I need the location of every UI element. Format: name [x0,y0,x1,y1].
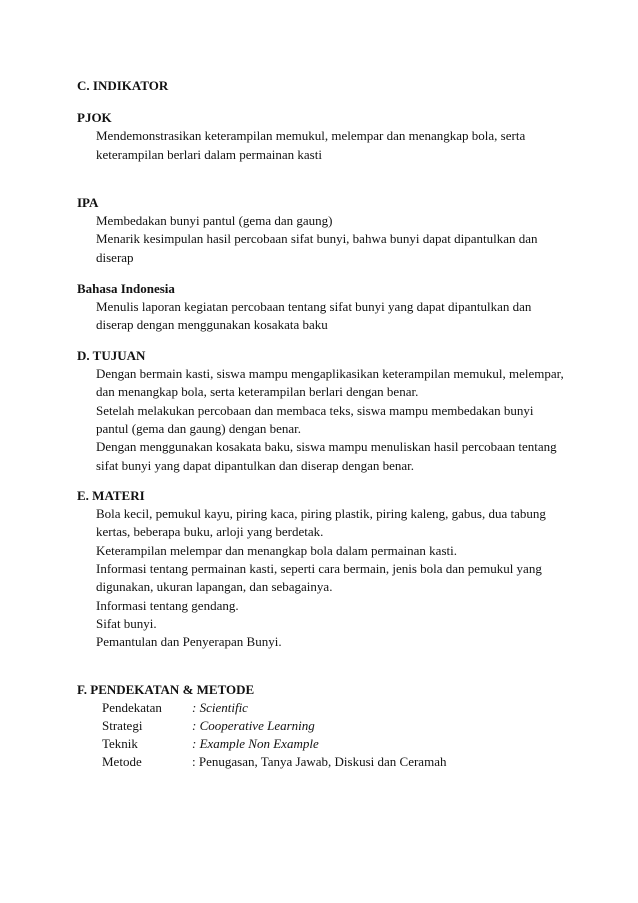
tujuan-line: pantul (gema dan gaung) dengan benar. [96,421,302,436]
materi-line: kertas, beberapa buku, arloji yang berdetak. [96,524,324,539]
metode-row-value: : Example Non Example [192,736,319,751]
bahasa-title: Bahasa Indonesia [77,281,175,296]
materi-line: Pemantulan dan Penyerapan Bunyi. [96,634,282,649]
ipa-title: IPA [77,195,99,210]
ipa-line: diserap [96,250,134,265]
ipa-line: Menarik kesimpulan hasil percobaan sifat bunyi, bahwa bunyi dapat dipantulkan dan [96,231,538,246]
tujuan-line: Setelah melakukan percobaan dan membaca teks, siswa mampu membedakan bunyi [96,403,534,418]
tujuan-line: Dengan menggunakan kosakata baku, siswa mampu menuliskan hasil percobaan tentang [96,439,557,454]
bahasa-line: diserap dengan menggunakan kosakata baku [96,317,328,332]
pjok-title: PJOK [77,110,112,125]
materi-line: Sifat bunyi. [96,616,157,631]
metode-row-label: Metode [102,754,142,769]
metode-row-value: : Penugasan, Tanya Jawab, Diskusi dan Ceramah [192,754,447,769]
metode-row [102,718,315,734]
pjok-line: keterampilan berlari dalam permainan kasti [96,147,322,162]
section-e-heading: E. MATERI [77,488,145,503]
metode-row-value: : Scientific [192,700,248,715]
metode-row [102,754,447,770]
section-f-heading: F. PENDEKATAN & METODE [77,682,255,697]
materi-line: Keterampilan melempar dan menangkap bola dalam permainan kasti. [96,543,457,558]
metode-row-label: Teknik [102,736,138,751]
section-c-heading: C. INDIKATOR [77,78,169,93]
metode-row-value: : Cooperative Learning [192,718,315,733]
tujuan-line: sifat bunyi yang dapat dipantulkan dan diserap dengan benar. [96,458,415,473]
pjok-line: Mendemonstrasikan keterampilan memukul, melempar dan menangkap bola, serta [96,128,526,143]
metode-row [102,736,319,752]
tujuan-line: dan menangkap bola, serta keterampilan berlari dengan benar. [96,384,419,399]
metode-row-label: Pendekatan [102,700,162,715]
bahasa-line: Menulis laporan kegiatan percobaan tentang sifat bunyi yang dapat dipantulkan dan [96,299,532,314]
section-d-heading: D. TUJUAN [77,348,146,363]
ipa-line: Membedakan bunyi pantul (gema dan gaung) [96,213,333,228]
materi-line: digunakan, ukuran lapangan, dan sebagainya. [96,579,333,594]
tujuan-line: Dengan bermain kasti, siswa mampu mengaplikasikan keterampilan memukul, melempar, [96,366,564,381]
metode-row-label: Strategi [102,718,143,733]
materi-line: Bola kecil, pemukul kayu, piring kaca, piring plastik, piring kaleng, gabus, dua tabung [96,506,546,521]
metode-row [102,700,248,716]
materi-line: Informasi tentang gendang. [96,598,239,613]
materi-line: Informasi tentang permainan kasti, seperti cara bermain, jenis bola dan pemukul yang [96,561,542,576]
